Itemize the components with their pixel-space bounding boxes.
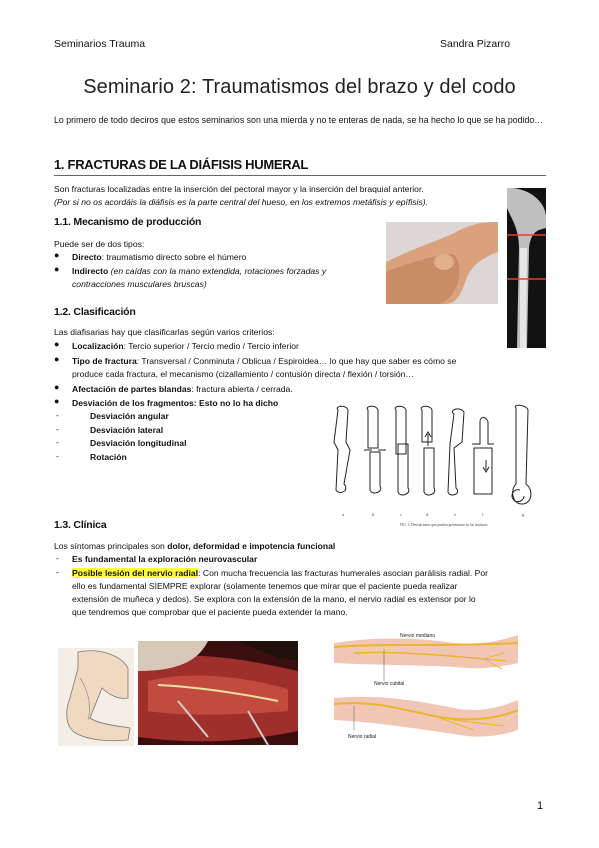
dash-icon: -	[56, 424, 59, 434]
dash-icon: -	[56, 451, 59, 461]
list-item: Afectación de partes blandas: fractura abierta / cerrada.	[72, 384, 293, 394]
subsection-heading-mecanismo: 1.1. Mecanismo de producción	[54, 216, 202, 228]
dash-icon: -	[56, 437, 59, 447]
sub-list-item: Rotación	[90, 452, 127, 462]
list-item: Desviación de los fragmentos: Esto no lo ha dicho	[72, 398, 279, 408]
figure-letter: a	[342, 512, 344, 517]
surgical-photo	[138, 641, 298, 745]
list-item-cont: ello es fundamental SIEMPRE explorar (solamente tenemos que mirar que el paciente pueda realizar	[72, 581, 458, 591]
list-item: Localización: Tercio superior / Tercio medio / Tercio inferior	[72, 341, 299, 351]
figure-letter: d	[426, 512, 429, 517]
xray-image	[507, 188, 546, 348]
list-item-cont: produce cada fractura, el mecanismo (cizallamiento / contusión directa / flexión / torsión…	[72, 369, 415, 379]
nerve-label: Nervio radial	[348, 734, 377, 740]
nerve-diagram-top	[334, 629, 518, 687]
nerve-label: Nervio mediano	[400, 633, 436, 639]
section-text: Son fracturas localizadas entre la inserción del pectoral mayor y la inserción del braquial anterior.	[54, 184, 424, 194]
figure-letter: g	[522, 512, 525, 517]
page-number: 1	[537, 800, 544, 812]
dash-icon: -	[56, 553, 59, 563]
list-item: Tipo de fractura: Transversal / Conminuta / Oblicua / Espiroidea… lo que hay que saber es cómo se	[72, 356, 457, 366]
figure-letter: f	[482, 512, 484, 517]
list-item-cont: extensión de muñeca y dedos). Se explora con la extensión de la mano, el nervio radial es extensor por lo	[72, 594, 476, 604]
figure-letter: c	[400, 512, 402, 517]
mecanismo-intro: Puede ser de dos tipos:	[54, 239, 145, 249]
bullet-icon: ●	[54, 250, 60, 260]
fracture-displacement-figure	[328, 404, 548, 530]
list-item: Directo: traumatismo directo sobre el húmero	[72, 252, 247, 262]
clinica-intro: Los síntomas principales son dolor, deformidad e impotencia funcional	[54, 541, 336, 551]
figure-letter: e	[454, 512, 456, 517]
section-note: (Por si no os acordáis la diáfisis es la parte central del hueso, en los extremos metáfisis y epífisis).	[54, 197, 428, 207]
sub-list-item: Desviación angular	[90, 411, 169, 421]
dash-icon: -	[56, 410, 59, 420]
bullet-icon: ●	[54, 339, 60, 349]
section-heading: 1. FRACTURAS DE LA DIÁFISIS HUMERAL	[54, 157, 546, 176]
figure-caption: FIG. 3. Desviaciones que pueden presentarse en las fracturas	[400, 523, 488, 527]
bullet-icon: ●	[54, 382, 60, 392]
nerve-label: Nervio cubital	[374, 681, 405, 687]
page-title: Seminario 2: Traumatismos del brazo y del codo	[83, 76, 516, 98]
arm-drawing	[58, 648, 134, 746]
figure-letter: b	[372, 512, 375, 517]
dash-icon: -	[56, 567, 59, 577]
bullet-icon: ●	[54, 354, 60, 364]
header-left: Seminarios Trauma	[54, 38, 146, 50]
subsection-heading-clinica: 1.3. Clínica	[54, 519, 107, 531]
subsection-heading-clasificacion: 1.2. Clasificación	[54, 306, 136, 318]
sub-list-item: Desviación lateral	[90, 425, 164, 435]
list-item-cont: que tendremos que comprobar que el paciente pueda extender la mano.	[72, 607, 348, 617]
clasificacion-intro: Las diafisarias hay que clasificarlas según varios criterios:	[54, 327, 275, 337]
list-item: Indirecto (en caídas con la mano extendida, rotaciones forzadas y	[72, 266, 327, 276]
sub-list-item: Desviación longitudinal	[90, 438, 187, 448]
list-item: Posible lesión del nervio radial: Con mucha frecuencia las fracturas humerales asocian parálisis radial. Por	[72, 568, 489, 578]
bullet-icon: ●	[54, 264, 60, 274]
bullet-icon: ●	[54, 396, 60, 406]
list-item-cont: contracciones musculares bruscas)	[72, 279, 207, 289]
nerve-diagram-bottom	[334, 690, 518, 746]
elbow-photo	[386, 222, 498, 304]
intro-paragraph: Lo primero de todo deciros que estos seminarios son una mierda y no te enteras de nada, se ha hecho lo que se ha podido…	[54, 115, 544, 125]
header-right: Sandra Pizarro	[440, 38, 511, 50]
list-item: Es fundamental la exploración neurovascular	[72, 554, 258, 564]
